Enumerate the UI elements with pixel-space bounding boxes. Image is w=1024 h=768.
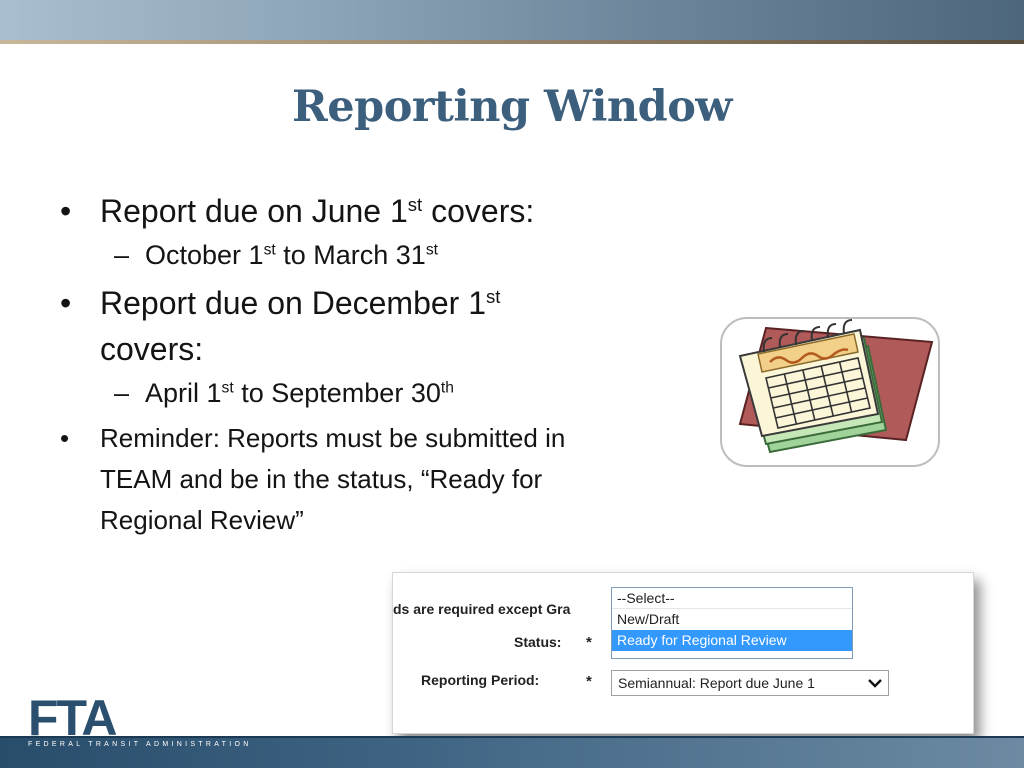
chevron-down-icon[interactable] — [866, 671, 884, 695]
reporting-period-value: Semiannual: Report due June 1 — [618, 675, 815, 691]
calendar-icon — [718, 312, 944, 470]
team-form-screenshot — [392, 572, 974, 734]
fta-logo-text: FTA — [28, 693, 116, 737]
required-marker: * — [586, 673, 592, 690]
status-option-new-draft[interactable]: New/Draft — [617, 611, 680, 627]
status-option-ready-for-regional-review[interactable]: Ready for Regional Review — [612, 630, 852, 651]
status-option-select[interactable]: --Select-- — [612, 588, 852, 609]
reporting-period-label: Reporting Period: — [421, 672, 540, 688]
bullet-glyph: • — [60, 193, 72, 229]
dash-glyph: – — [114, 240, 130, 270]
bullet-glyph: • — [60, 423, 70, 453]
status-label: Status: — [514, 634, 562, 650]
top-banner-rule — [0, 40, 1024, 44]
bullet-december: • Report due on December 1st covers: — [60, 280, 620, 372]
slide-title: Reporting Window — [292, 82, 732, 132]
bullet-june: • Report due on June 1st covers: — [60, 188, 620, 234]
status-listbox[interactable] — [611, 587, 853, 659]
fta-logo-subtitle: FEDERAL TRANSIT ADMINISTRATION — [28, 741, 252, 748]
dash-glyph: – — [114, 378, 130, 408]
sub-bullet-june-range: – October 1st to March 31st — [60, 234, 620, 276]
required-fields-note: ds are required except Gra — [393, 601, 571, 617]
reporting-period-select[interactable] — [611, 670, 889, 696]
bullet-reminder: • Reminder: Reports must be submitted in TEAM and be in the status, “Ready for Regional Review” — [60, 418, 620, 541]
top-banner — [0, 0, 1024, 40]
sub-bullet-december-range: – April 1st to September 30th — [60, 372, 620, 414]
bullet-list — [60, 188, 620, 541]
required-marker: * — [586, 634, 592, 651]
bullet-glyph: • — [60, 285, 72, 321]
fta-logo — [28, 693, 120, 737]
